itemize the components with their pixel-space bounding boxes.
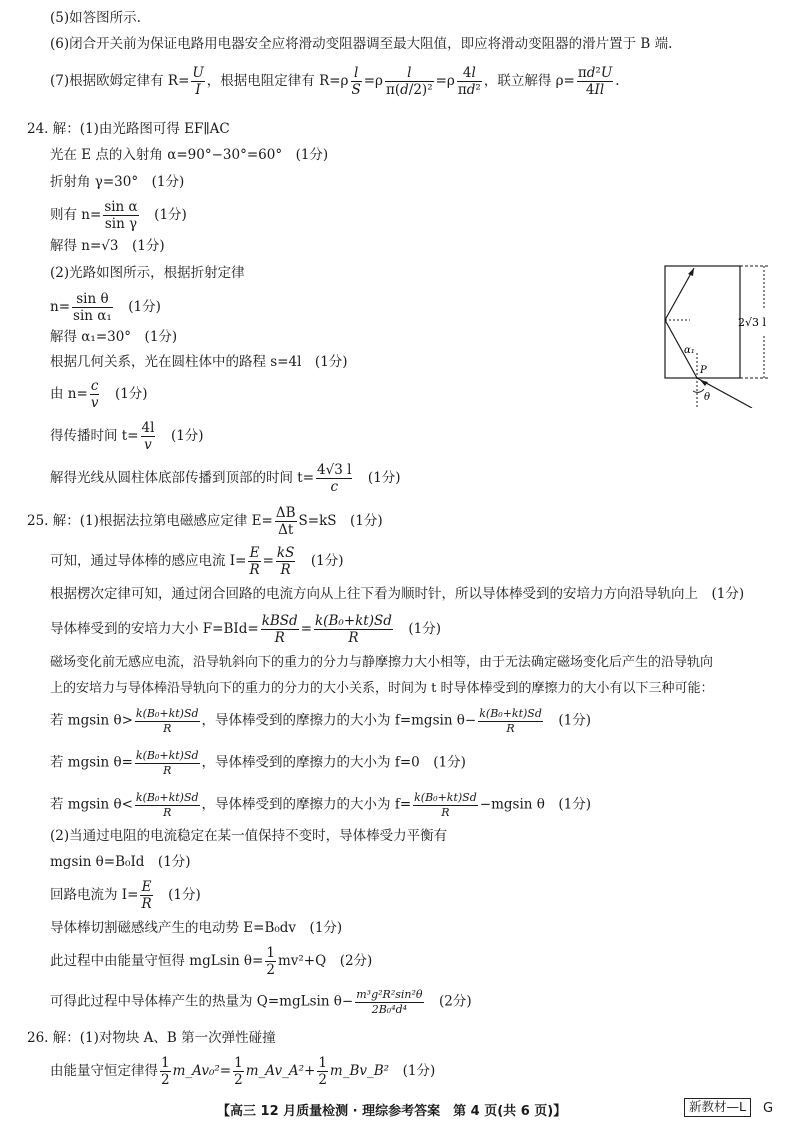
text: 则有 n= (50, 207, 102, 224)
fraction-den: R (280, 562, 291, 579)
fraction-num: k(B₀+kt)Sd (135, 707, 199, 720)
fraction-num: k(B₀+kt)Sd (315, 613, 392, 629)
text: (1分) (168, 887, 201, 904)
p-label: P (700, 365, 707, 376)
q25-line: 磁场变化前无感应电流，沿导轨斜向下的重力的分力与静摩擦力大小相等，由于无法确定磁场变化后产生的沿导轨向 (50, 655, 714, 670)
fraction-den: R (141, 896, 152, 913)
q24-line: 解得 α₁=30° (1分) (50, 329, 178, 345)
fraction-den: Δt (278, 522, 294, 539)
q24-line (50, 421, 204, 452)
fraction-num: sin α (104, 199, 138, 215)
text: (7)根据欧姆定律有 R= (50, 73, 190, 90)
q24-line: 光在 E 点的入射角 α=90°−30°=60° (1分) (50, 147, 329, 163)
text: (1分) (114, 386, 148, 403)
q24-line: 根据几何关系，光在圆柱体中的路程 s=4l (1分) (50, 354, 348, 370)
q26-heading: 26. 解：(1)对物块 A、B 第一次弹性碰撞 (27, 1030, 276, 1046)
q25-heading (27, 506, 383, 537)
fraction-num: kBSd (261, 613, 298, 629)
fraction-den: sin α₁ (73, 308, 112, 325)
q23-line-7: (7)根据欧姆定律有 R= $\frac{U}{I}$ ，根据电阻定律有 R=ρ $\frac{l}{S}$ =ρ $\frac{l}{\text{π(d/2)²}}$ =ρ $\frac{4l}{\text{πd²}}$ ，联立解得 ρ= $\frac{\text{πd²U}}{4Il}$ . (50, 65, 620, 99)
text: −mgsin θ (1分) (479, 796, 592, 813)
fraction-den: c (330, 479, 338, 496)
ray (665, 268, 694, 320)
q23-line-5: (5)如答图所示. (50, 10, 141, 26)
fraction-num: c (90, 378, 99, 394)
text: m_Bv_B² (329, 1063, 390, 1080)
q23-line-6: (6)闭合开关前为保证电路用电器安全应将滑动变阻器调至最大阻值，即应将滑动变阻器的滑片置于 B 端. (50, 36, 673, 52)
fraction-den: R (163, 721, 172, 735)
fraction-num: 1 (318, 1055, 327, 1071)
text: 可知，通过导体棒的感应电流 I= (50, 553, 247, 570)
text: (1分) (310, 553, 344, 570)
fraction-num: k(B₀+kt)Sd (135, 791, 199, 804)
text: m_Av₀²= (172, 1063, 232, 1080)
fraction-num: 1 (234, 1055, 243, 1071)
q25-line (50, 708, 591, 734)
text: 回路电流为 I= (50, 887, 139, 904)
fraction-num: 4√3 l (317, 462, 352, 478)
fraction-num: E (141, 879, 152, 895)
text: mv²+Q (2分) (277, 953, 373, 970)
q25-line (50, 614, 441, 645)
text: n= (50, 299, 71, 316)
edition-code: G (763, 1101, 774, 1116)
fraction-den: R (441, 805, 450, 819)
fraction-num: k(B₀+kt)Sd (479, 707, 542, 720)
q24-line (50, 379, 148, 410)
q24-line: (2)光路如图所示，根据折射定律 (50, 265, 245, 281)
text: (1分) (558, 712, 591, 729)
fraction-den: v (144, 437, 152, 454)
text: 若 mgsin θ= (50, 754, 133, 771)
q24-heading: 24. 解：(1)由光路图可得 EF∥AC (27, 121, 230, 137)
q25-line: 导体棒切割磁感线产生的电动势 E=B₀dv (1分) (50, 920, 343, 936)
q25-line (50, 546, 343, 577)
fraction-den: R (163, 805, 172, 819)
fraction-num: kS (276, 545, 295, 561)
text: 若 mgsin θ> (50, 712, 133, 729)
text: (1分) (402, 1063, 436, 1080)
fraction-den: 2 (234, 1072, 243, 1089)
fraction-num: sin θ (72, 292, 113, 308)
q25-line: (2)当通过电阻的电流稳定在某一值保持不变时，导体棒受力平衡有 (50, 828, 448, 844)
text: 若 mgsin θ< (50, 796, 133, 813)
text: 解得光线从圆柱体底部传播到顶部的时间 t= (50, 470, 315, 487)
q25-line (50, 989, 472, 1015)
angle-arc (693, 389, 704, 392)
fraction-den: R (506, 721, 515, 735)
text: 导体棒受到的安培力大小 F=BId= (50, 621, 259, 638)
cylinder-rect (665, 266, 740, 378)
fraction-num: m³g²R²sin²θ (356, 988, 423, 1001)
text: 由 n= (50, 386, 88, 403)
text: = (262, 553, 274, 570)
q25-line (50, 946, 372, 977)
fraction-den: 2 (318, 1072, 327, 1089)
text: 可得此过程中导体棒产生的热量为 Q=mgLsin θ− (50, 993, 354, 1010)
q26-line (50, 1056, 435, 1087)
text: ，联立解得 ρ= (483, 73, 575, 90)
q25-line (50, 880, 201, 911)
fraction-den: 2 (266, 962, 275, 979)
fraction-num: E (249, 545, 260, 561)
text: (1分) (367, 470, 401, 487)
page-footer: 【高三 12 月质量检测 · 理综参考答案 第 4 页(共 6 页)】 (217, 1104, 567, 1119)
alpha-label: α₁ (684, 345, 695, 356)
text: 得传播时间 t= (50, 428, 139, 445)
q25-line (50, 792, 591, 818)
text: ，根据电阻定律有 R=ρ (206, 73, 349, 90)
fraction-num: k(B₀+kt)Sd (135, 749, 199, 762)
q24-line: 折射角 γ=30° (1分) (50, 174, 185, 190)
text: (1分) (128, 299, 161, 316)
q25-line: 根据楞次定律可知，通过闭合回路的电流方向从上往下看为顺时针，所以导体棒受到的安培力方向沿导轨向上 (1分) (50, 586, 745, 602)
fraction-num: 1 (161, 1055, 170, 1071)
fraction-den: sin γ (104, 216, 138, 233)
height-label: 2√3 l (738, 316, 767, 329)
text: (1分) (170, 428, 204, 445)
text: = (300, 621, 312, 638)
edition-tag: 新教材—L (684, 1098, 751, 1117)
fraction-den: R (163, 763, 172, 777)
text: m_Av_A²+ (245, 1063, 316, 1080)
fraction-den: 2 (161, 1072, 170, 1089)
q24-line (50, 292, 161, 323)
fraction-den: R (348, 630, 359, 647)
fraction-num: ΔB (275, 505, 296, 521)
q25-line (50, 750, 466, 776)
theta-label: θ (704, 392, 711, 403)
arrow-icon (688, 268, 694, 276)
text: 此过程中由能量守恒得 mgLsin θ= (50, 953, 264, 970)
text: 25. 解：(1)根据法拉第电磁感应定律 E= (27, 513, 273, 530)
text: (2分) (439, 993, 472, 1010)
fraction-num: k(B₀+kt)Sd (414, 791, 477, 804)
text: =ρ (435, 73, 455, 90)
q24-line (50, 200, 187, 231)
light-path-diagram (660, 258, 780, 408)
q25-line: mgsin θ=B₀Id (1分) (50, 854, 191, 870)
text: 由能量守恒定律得 (50, 1063, 158, 1080)
text: S=kS (1分) (298, 513, 383, 530)
text: ，导体棒受到的摩擦力的大小为 f=mgsin θ− (201, 712, 477, 729)
arrow-icon (700, 380, 708, 386)
q25-line: 上的安培力与导体棒沿导轨向下的重力的分力的大小关系，时间为 t 时导体棒受到的摩擦力的大小有以下三种可能： (50, 681, 714, 696)
fraction-den: v (90, 395, 99, 412)
fraction-num: 4l (141, 420, 155, 436)
text: =ρ (363, 73, 383, 90)
text: ，导体棒受到的摩擦力的大小为 f= (201, 796, 412, 813)
q24-line: 解得 n=√3 (1分) (50, 238, 165, 254)
fraction-den: R (274, 630, 285, 647)
q24-line (50, 463, 401, 494)
text: (1分) (154, 207, 187, 224)
fraction-den: 2B₀⁴d⁴ (371, 1002, 408, 1016)
fraction-num: 1 (266, 945, 275, 961)
text: . (615, 73, 620, 90)
fraction-den: R (249, 562, 260, 579)
text: (1分) (408, 621, 441, 638)
text: ，导体棒受到的摩擦力的大小为 f=0 (1分) (201, 754, 466, 771)
